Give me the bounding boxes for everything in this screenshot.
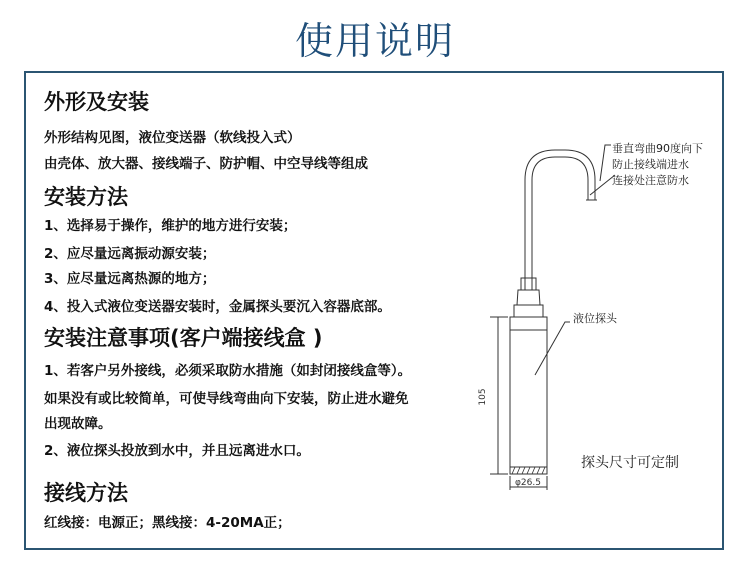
method-line-4: 4、投入式液位变送器安装时，金属探头要沉入容器底部。 <box>44 299 391 315</box>
height-dim-label: 105 <box>478 388 488 406</box>
appearance-line-2: 由壳体、放大器、接线端子、防护帽、中空导线等组成 <box>44 156 368 172</box>
custom-size-note: 探头尺寸可定制 <box>581 455 679 471</box>
page-title: 使用说明 <box>294 19 455 63</box>
appearance-line-1: 外形结构见图，液位变送器（软线投入式） <box>44 130 301 146</box>
heading-notes: 安装注意事项(客户端接线盒 ) <box>44 326 323 350</box>
heading-appearance: 外形及安装 <box>44 90 149 114</box>
notes-line-2: 如果没有或比较简单，可使导线弯曲向下安装，防止进水避免 <box>44 391 409 407</box>
probe-label: 液位探头 <box>573 312 617 325</box>
bent-cable-inner <box>532 157 588 290</box>
bend-note-line-2: 防止接线端进水 <box>612 158 689 171</box>
heading-method: 安装方法 <box>44 185 128 209</box>
bend-note-leader <box>600 145 611 181</box>
cable-connector <box>521 278 536 290</box>
diameter-dim-label: φ26.5 <box>515 478 541 488</box>
bend-note-line-1: 垂直弯曲90度向下 <box>612 142 703 155</box>
method-line-3: 3、应尽量远离热源的地方； <box>44 271 216 287</box>
bend-note-line-3: 连接处注意防水 <box>612 174 689 187</box>
method-line-2: 2、应尽量远离振动源安装； <box>44 246 216 262</box>
method-line-1: 1、选择易于操作，维护的地方进行安装； <box>44 218 297 234</box>
cable-gland <box>517 290 540 305</box>
notes-line-4: 2、液位探头投放到水中，并且远离进水口。 <box>44 443 310 459</box>
bent-cable-outer <box>525 150 595 290</box>
probe-body <box>510 317 547 467</box>
wiring-line-1: 红线接：电源正；黑线接：4-20MA正； <box>44 515 291 531</box>
notes-line-3: 出现故障。 <box>44 416 112 432</box>
heading-wiring: 接线方法 <box>44 481 128 505</box>
notes-line-1: 1、若客户另外接线，必须采取防水措施（如封闭接线盒等）。 <box>44 363 412 379</box>
